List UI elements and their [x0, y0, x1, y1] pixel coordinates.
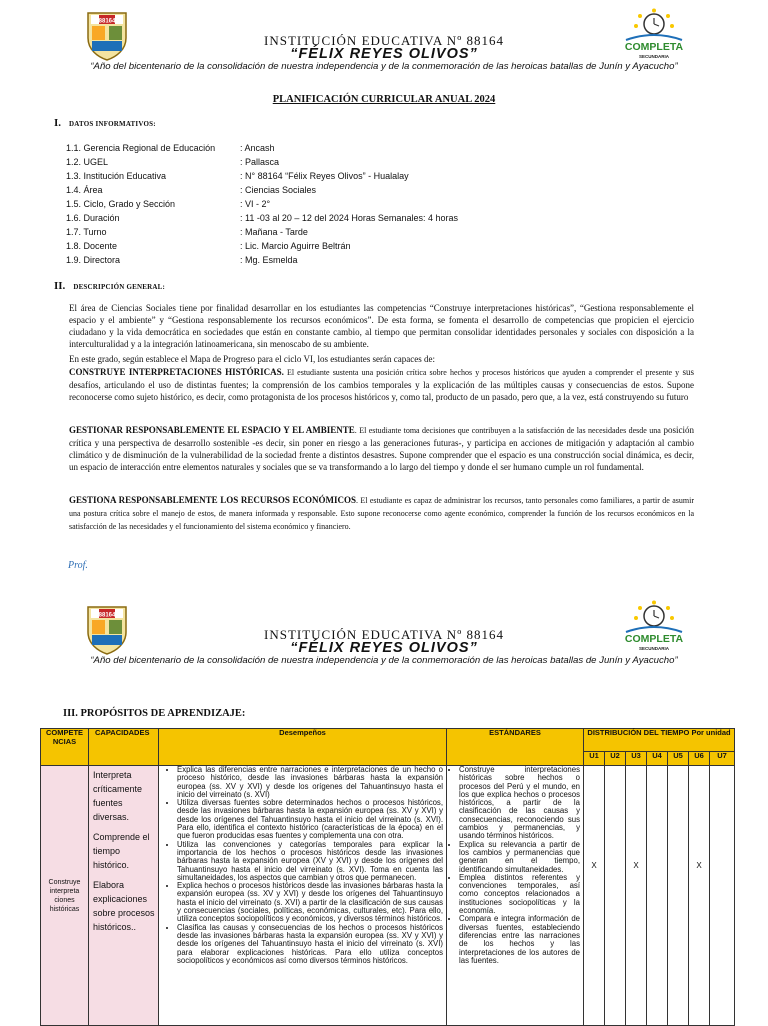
info-row: 1.7. Turno : Mañana - Tarde	[66, 227, 308, 237]
info-row: 1.4. Área : Ciencias Sociales	[66, 185, 317, 195]
info-row: 1.2. UGEL : Pallasca	[66, 157, 280, 167]
info-list	[66, 141, 458, 267]
competence-paragraph-economia: GESTIONA RESPONSABLEMENTE LOS RECURSOS ECONÓMICOS. El estudiante es capaz de administrar los recursos, tanto personales como familiares, a partir de asumir una postura crítica sobre el manejo de estos, de manera informada y responsable. Esto supone reconocerse como agente económico, comprender la función de los recursos económicos en la satisfacción de las necesidades y el funcionamiento del sistema económico y financiero.	[69, 495, 694, 531]
competence-paragraph-historia: CONSTRUYE INTERPRETACIONES HISTÓRICAS. El estudiante sustenta una posición crítica sobre hechos y procesos históricos que ayuden a comprender el presente y sus desafíos, articulando el uso de distintas fuentes; la comprensión de los cambios temporales y la explicación de las múltiples causas y consecuencias de estos. Supone reconocerse como sujeto histórico, es decir, como protagonista de los procesos históricos y, como tal, producto de un pasado, pero que, a la vez, está construyendo su futuro	[69, 367, 695, 402]
unit-header: U6	[689, 752, 710, 766]
svg-text:SECUNDARIA: SECUNDARIA	[638, 646, 670, 651]
header-distribucion: DISTRIBUCIÓN DEL TIEMPO Por unidad	[584, 729, 735, 752]
svg-text:COMPLETA: COMPLETA	[624, 633, 684, 645]
unit-mark	[668, 766, 689, 1026]
info-row: 1.5. Ciclo, Grado y Sección : VI - 2°	[66, 199, 271, 209]
list-item: • Utiliza las convenciones y categorías temporales para explicar la importancia de los hechos o procesos históricos desde las invasiones bárbaras hasta la expansión europea (XV y XVI) y desde los orígenes del Tahuantinsuyo hasta el inicio del virreinato (s. XVI). Toma en cuenta las simultaneidades, los aspectos que cambian y otros que permanecen.	[177, 841, 443, 882]
institution-title: INSTITUCIÓN EDUCATIVA Nº 88164	[264, 627, 504, 642]
unit-header: U3	[626, 752, 647, 766]
list-item: • Explica su relevancia a partir de los cambios y permanencias que generan en el tiempo, identificando simultaneidades.	[459, 841, 580, 874]
svg-text:88164: 88164	[98, 18, 116, 25]
grade-capabilities-line: En este grado, según establece el Mapa de Progreso para el ciclo VI, los estudiantes serán capaces de:	[69, 354, 435, 364]
list-item: • Emplea distintos referentes y convenciones temporales, así como conceptos relacionados a instituciones sociopolíticas y la economía.	[459, 874, 580, 915]
table-row	[41, 766, 735, 1026]
unit-mark	[605, 766, 626, 1026]
year-motto: “Año del bicentenario de la consolidación de nuestra independencia y de la conmemoración de las heroicas batallas de Junín y Ayacucho”	[90, 655, 678, 666]
svg-text:88164: 88164	[98, 612, 116, 619]
svg-text:SECUNDARIA: SECUNDARIA	[638, 54, 670, 59]
year-motto: “Año del bicentenario de la consolidación de nuestra independencia y de la conmemoración de las heroicas batallas de Junín y Ayacucho”	[90, 61, 678, 72]
capacity-item: Elabora explicaciones sobre procesos históricos..	[93, 880, 155, 932]
header-competencias: COMPETE NCIAS	[41, 729, 89, 766]
description-intro: El área de Ciencias Sociales tiene por finalidad desarrollar en los estudiantes las competencias “Construye interpretaciones históricas”, “Gestiona responsablemente el espacio y el ambiente” y “Gestiona responsablemente los recursos económicos”. De esta forma, se fomenta el desarrollo de competencias que propicien el ejercicio ciudadano y la vida democrática en sociedades que están en constante cambio, al tiempo que permitan consolidar identidades personales y sociales con disposición a la interculturalidad y a la integración latinoamericana, sin menoscabo de su ambiente.	[69, 303, 694, 349]
competence-paragraph-ambiente: GESTIONAR RESPONSABLEMENTE EL ESPACIO Y EL AMBIENTE. El estudiante toma decisiones que contribuyen a la satisfacción de las necesidades desde una posición crítica y una perspectiva de desarrollo sostenible -es decir, sin poner en riesgo a las generaciones futuras-, y participa en acciones de mitigación y adaptación al cambio climático y de disminución de la vulnerabilidad de la sociedad frente a distintos desastres. Supone comprender que el espacio es una construcción social dinámica, es decir, un espacio de interacción entre elementos naturales y sociales que se va transformando a lo largo del tiempo y donde el ser humano cumple un rol fundamental.	[69, 425, 695, 472]
unit-mark: X	[689, 766, 710, 1026]
info-row: 1.6. Duración : 11 -03 al 20 – 12 del 2024 Horas Semanales: 4 horas	[66, 213, 458, 223]
list-item: • Explica las diferencias entre narraciones e interpretaciones de un hecho o proceso histórico, desde las invasiones bárbaras hasta la expansión europea (ss. XV y XVI) y desde los orígenes del Tahuantinsuyo hasta el inicio del virreinato (s. XVI)	[177, 766, 443, 799]
list-item: • Construye interpretaciones históricas sobre hechos o procesos del Perú y el mundo, en los que explica hechos o procesos históricos, a partir de la clasificación de las causas y consecuencias, reconociendo sus cambios y permanencias, y usando términos históricos.	[459, 766, 580, 841]
capacity-item: Comprende el tiempo histórico.	[93, 832, 150, 870]
info-row: 1.9. Directora : Mg. Esmelda	[66, 255, 298, 265]
header-desempenos: Desempeños	[159, 729, 447, 766]
capacity-item: Interpreta críticamente fuentes diversas.	[93, 770, 143, 822]
unit-header: U5	[668, 752, 689, 766]
unit-mark	[710, 766, 735, 1026]
institution-title: INSTITUCIÓN EDUCATIVA Nº 88164	[264, 33, 504, 48]
header-capacidades: CAPACIDADES	[89, 729, 159, 766]
competence-cell: Construye interpreta ciones históricas	[41, 766, 89, 1026]
school-name: “FÉLIX REYES OLIVOS”	[290, 640, 478, 656]
desempenos-cell	[159, 766, 447, 1026]
document-title: PLANIFICACIÓN CURRICULAR ANUAL 2024	[272, 94, 496, 105]
section-datos-informativos: I. DATOS INFORMATIVOS:	[54, 117, 156, 129]
info-row: 1.3. Institución Educativa : N° 88164 “Félix Reyes Olivos” - Hualalay	[66, 171, 409, 181]
unit-mark	[647, 766, 668, 1026]
header-estandares: ESTÁNDARES	[447, 729, 584, 766]
unit-mark: X	[626, 766, 647, 1026]
list-item: • Utiliza diversas fuentes sobre determinados hechos o procesos históricos, desde las invasiones bárbaras hasta la expansión europea (ss. XV y XVI) y desde los orígenes del Tahuantinsuyo hasta el inicio del virreinato (s. XVI). Para ello, identifica el contexto histórico (características de la época) en el que fueron producidas esas fuentes y complementa una con otra.	[177, 799, 443, 840]
capacities-cell	[89, 766, 159, 1026]
prof-signature-label: Prof.	[68, 560, 88, 571]
unit-header: U2	[605, 752, 626, 766]
info-row: 1.1. Gerencia Regional de Educación : Ancash	[66, 143, 275, 153]
list-item: • Clasifica las causas y consecuencias de los hechos o procesos históricos desde las invasiones bárbaras hasta la expansión europea (ss. XV y XVI) y desde los orígenes del Tahuantinsuyo hasta el inicio del virreinato (s. XVI) para elaborar explicaciones históricas. Para ello utiliza conceptos sociopolíticos y económicos así como diversos términos históricos.	[177, 924, 443, 965]
unit-header: U4	[647, 752, 668, 766]
list-item: • Compara e integra información de diversas fuentes, estableciendo diferencias entre las narraciones de los hechos y las interpretaciones de los autores de las fuentes.	[459, 915, 580, 965]
list-item: • Explica hechos o procesos históricos desde las invasiones bárbaras hasta la expansión europea (ss. XV y XVI) y desde los orígenes del Tahuantinsuyo hasta el inicio del virreinato (s. XVI) a partir de la clasificación de sus causas y consecuencias (sociales, políticas, económicas, culturales, etc). Para ello, utiliza conceptos sociopolíticos y económicos, y diversos términos históricos.	[177, 882, 443, 923]
svg-text:COMPLETA: COMPLETA	[624, 41, 684, 53]
learning-purposes-table	[40, 728, 735, 1026]
unit-header: U7	[710, 752, 735, 766]
section-descripcion-general: II. DESCRIPCIÓN GENERAL:	[54, 280, 166, 292]
unit-header: U1	[584, 752, 605, 766]
school-name: “FÉLIX REYES OLIVOS”	[290, 46, 478, 62]
info-row: 1.8. Docente : Lic. Marcio Aguirre Beltrán	[66, 241, 351, 251]
section-propositos: III. PROPÓSITOS DE APRENDIZAJE:	[63, 708, 246, 719]
unit-mark: X	[584, 766, 605, 1026]
estandares-cell	[447, 766, 584, 1026]
